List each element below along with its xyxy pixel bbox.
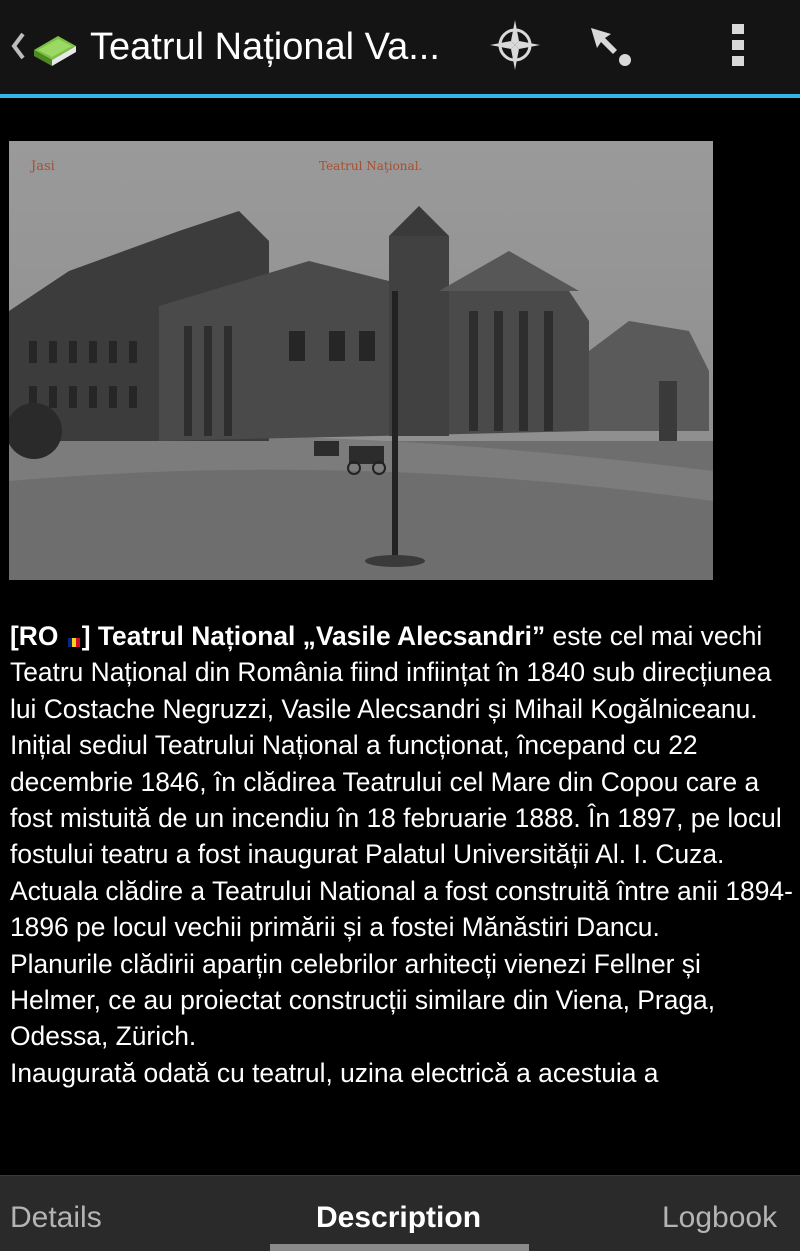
tab-description[interactable]: Description [316,1201,482,1234]
intro-text: este cel mai vechi Teatru Național din România fiind inființat în 1840 sub direcțiunea lui Costache Negruzzi, Vasile Alecsandri și Mihail Kogălniceanu. Inițial sediul Teatrului Național a funcționat, începand cu 22 decembrie 1846, în clădirea Teatrului cel Mare din Copou care a fost mistuită de un incendiu în 18 februarie 1888. În 1897, pe locul fostului teatru a fost inaugurat Palatul Universității Al. I. Cuza. Actuala clădire a Teatrului National a fost construită între anii 1894-1896 pe locul vechii primării și a fostei Mănăstiri Dancu. [10,621,793,943]
page-title: Teatrul Național Va... [90,26,440,68]
active-tab-indicator [270,1244,529,1251]
language-tag-close: ] [81,621,91,651]
overflow-menu-icon [728,20,748,75]
tab-details[interactable]: Details [10,1201,102,1234]
compass-icon [488,18,542,77]
chevron-left-icon[interactable] [8,26,28,66]
theatre-photo-illustration [9,141,713,580]
photo-caption-city: Jasi [31,159,55,174]
tab-logbook[interactable]: Logbook [662,1201,778,1234]
language-tag-open: [RO [10,621,66,651]
photo-caption-theatre: Teatrul Naţional. [319,159,423,173]
compass-button[interactable] [480,14,550,80]
theatre-photo [9,141,713,580]
description-paragraph-2: Planurile clădirii aparțin celebrilor arhitecți vienezi Fellner și Helmer, ce au proiectat construcții similare din Viena, Praga, Odessa, Zürich. [10,948,716,1052]
book-icon[interactable] [30,24,80,68]
action-bar [0,0,800,94]
tab-bar [0,1175,800,1251]
description-content[interactable] [0,98,800,1175]
description-text [10,618,794,1091]
navigate-arrow-icon [585,20,635,75]
cache-name: Teatrul Național „Vasile Alecsandri” [97,621,546,651]
description-paragraph-3: Inaugurată odată cu teatrul, uzina electrică a acestuia a [10,1057,659,1088]
description-paragraph-1 [10,618,794,946]
romanian-flag-icon [68,638,80,647]
overflow-menu-button[interactable] [703,14,773,80]
navigate-button[interactable] [575,14,645,80]
